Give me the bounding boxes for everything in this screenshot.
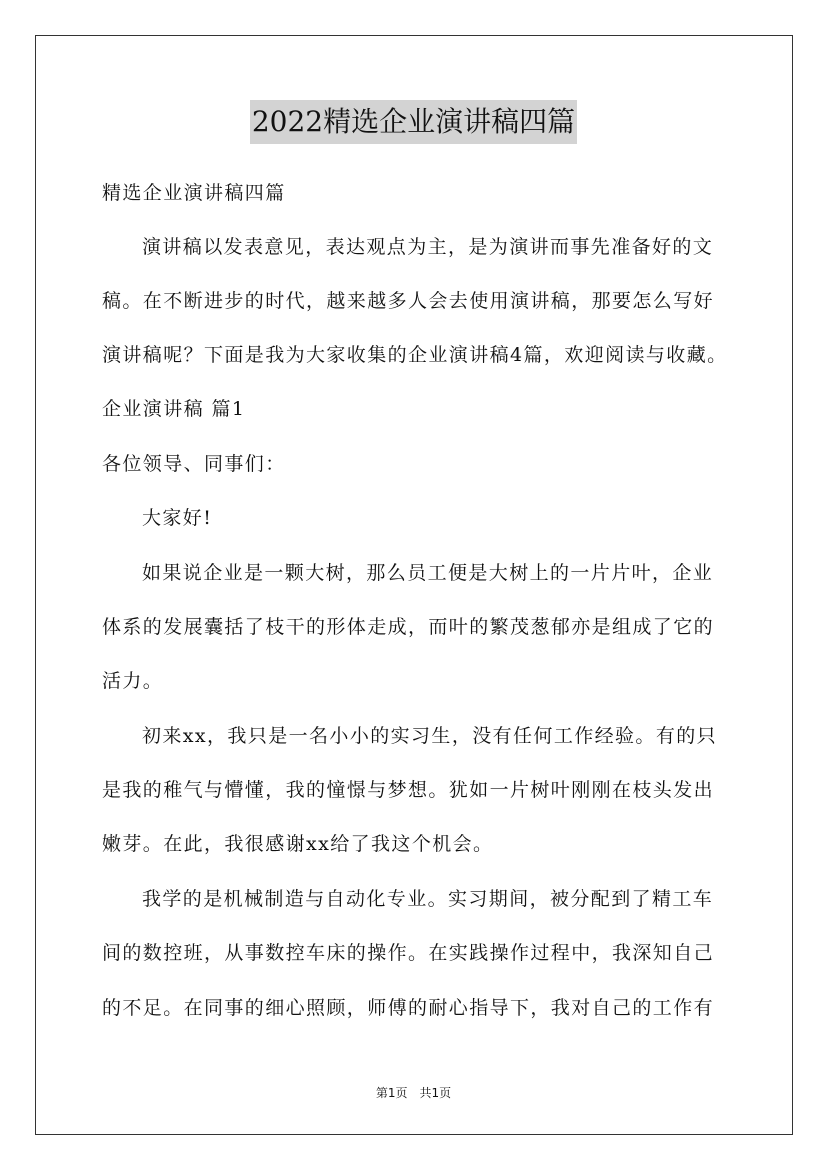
paragraph-line: 我学的是机械制造与自动化专业。实习期间，被分配到了精工车	[142, 888, 714, 910]
paragraph-line: 初来xx，我只是一名小小的实习生，没有任何工作经验。有的只	[142, 725, 718, 747]
paragraph-line: 活力。	[102, 670, 164, 692]
paragraph-line: 是我的稚气与懵懂，我的憧憬与梦想。犹如一片树叶刚刚在枝头发出	[102, 779, 715, 801]
paragraph-line: 体系的发展囊括了枝干的形体走成，而叶的繁茂葱郁亦是组成了它的	[102, 616, 715, 638]
page-footer: 第1页 共1页	[375, 1086, 452, 1100]
paragraph-line: 的不足。在同事的细心照顾，师傅的耐心指导下，我对自己的工作有	[102, 997, 715, 1019]
paragraph-line: 演讲稿以发表意见，表达观点为主，是为演讲而事先准备好的文	[142, 236, 714, 258]
document-title: 2022精选企业演讲稿四篇	[250, 100, 577, 144]
title-container	[0, 100, 827, 144]
paragraph-line: 如果说企业是一颗大树，那么员工便是大树上的一片片叶，企业	[142, 562, 714, 584]
paragraph-line: 嫩芽。在此，我很感谢xx给了我这个机会。	[102, 833, 494, 855]
salutation: 各位领导、同事们：	[102, 453, 286, 475]
paragraph-line: 稿。在不断进步的时代，越来越多人会去使用演讲稿，那要怎么写好	[102, 290, 715, 312]
paragraph-line: 演讲稿呢？下面是我为大家收集的企业演讲稿4篇，欢迎阅读与收藏。	[102, 344, 728, 366]
section-heading: 企业演讲稿 篇1	[102, 398, 246, 420]
greeting: 大家好!	[142, 507, 213, 529]
subtitle-line: 精选企业演讲稿四篇	[102, 182, 286, 204]
paragraph-line: 间的数控班，从事数控车床的操作。在实践操作过程中，我深知自己	[102, 942, 715, 964]
